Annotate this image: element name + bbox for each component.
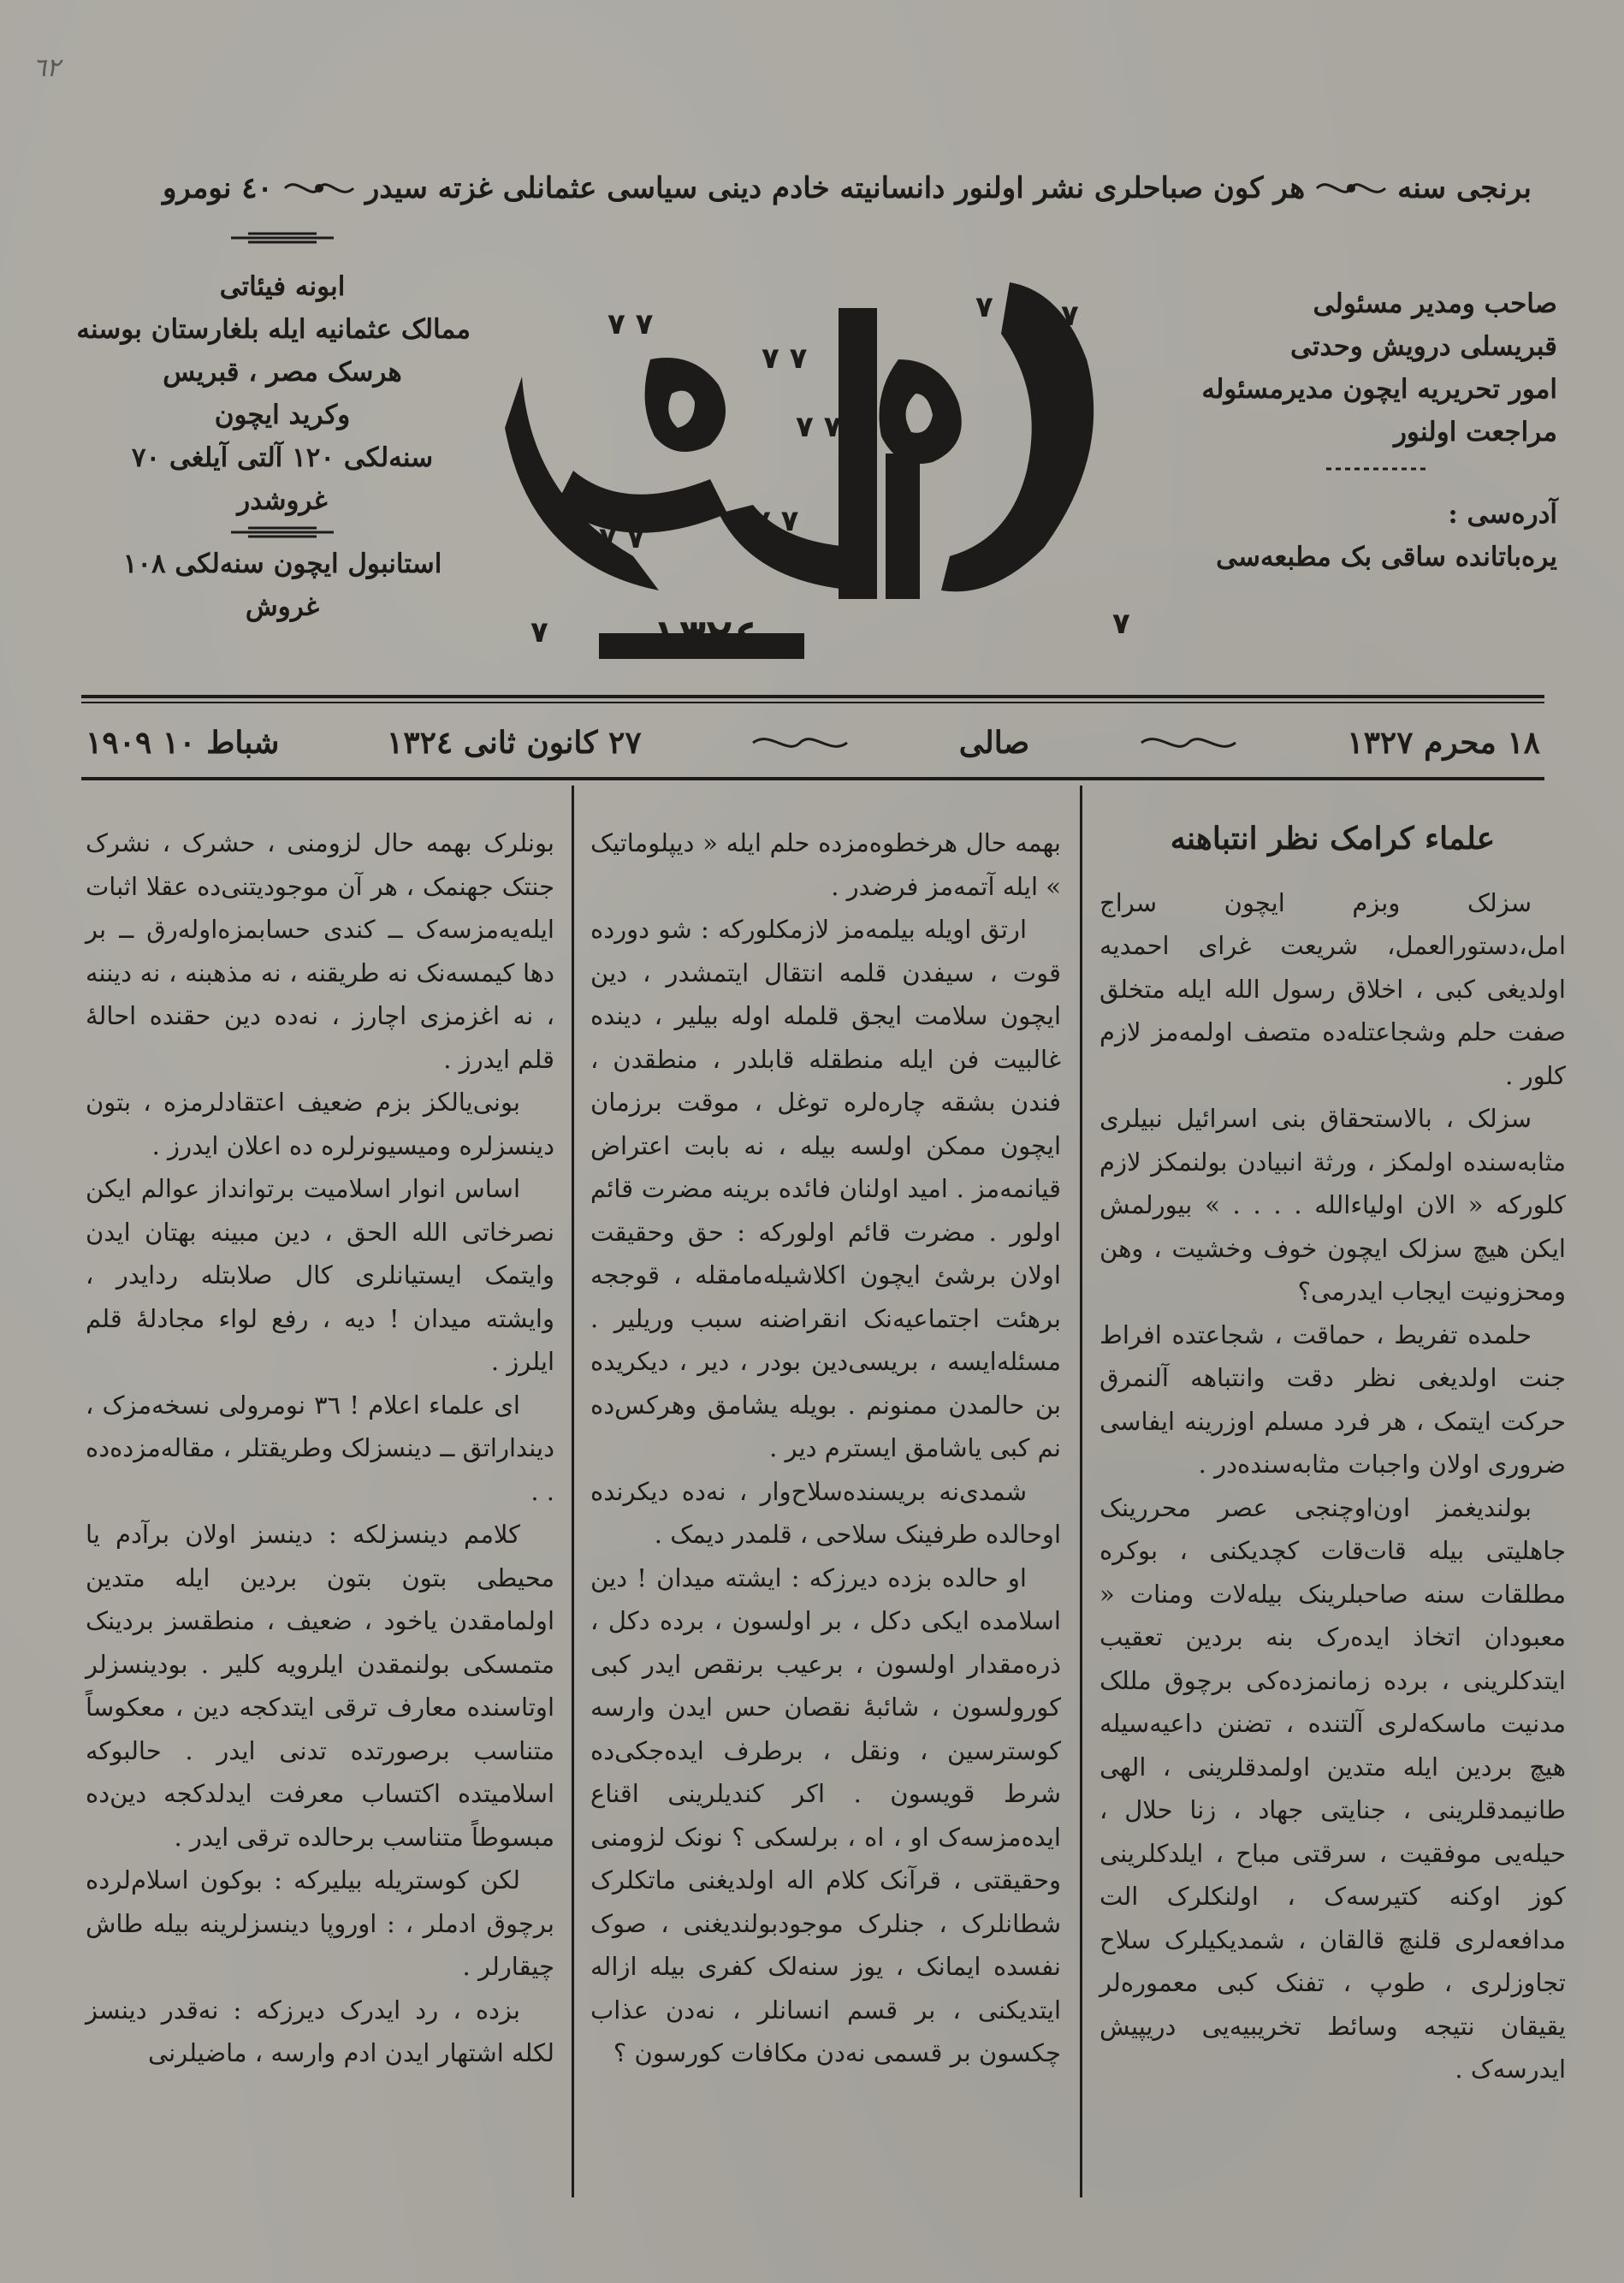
paragraph: بولندیغمز اون‌اوچنجی عصر محررینک جاهلیتی بیله قات‌قات کچدیکنی ، بوکره مطلقات سنه صاحبلرینک بیله‌لات ومنات « معبودان اتخاذ ایده‌رک بنه بردین تعقیب ایتدکلرینی ، برده زمانمزده‌کی برچوق مللک مدنیت ماسکه‌لری آلتنده ، تضنن داعیه‌سیله هیچ بردین ایله متدین اولمدقلرینی ، الهی طانیمدقلرینی ، جنایتی جهاد ، زنا حلال ، حیله‌یی موفقیت ، سرقتی مباح ، ایلدکلرینی کوز اوکنه کتیرسه‌ک ، اولنکلرک الت مدافعه‌لری قلنچ قالقان ، شمدیکیلرک سلاح تجاوزلری ، طوپ ، تفنک کبی معموره‌لر یقیقان نتیجه وسائط تخریبیه‌یی دریپیش ایدرسه‌ک . — [1099, 1492, 1566, 2084]
subscription-line: وکرید ایچون — [214, 400, 351, 430]
paragraph: لکن کوستریله بیلیرکه : بوکون اسلام‌لرده برچوق ادملر ، : اوروپا دینسزلرینه بیله طاش چیقارلر . — [86, 1865, 554, 1981]
article-heading: علماء کرامک نظر انتباهنه — [1170, 821, 1496, 857]
svg-text:٧ ٧: ٧ ٧ — [762, 341, 808, 376]
subscription-line: استانبول ایچون سنه‌لکی ١٠٨ — [122, 549, 442, 579]
paragraph: شمدی‌نه بریسنده‌سلاح‌وار ، نه‌ده دیکرنده اوحالده طرفینک سلاحی ، قلمدر دیمک . — [590, 1476, 1061, 1549]
article-column-left — [86, 821, 554, 2075]
paragraph: بونی‌یالکز بزم ضعیف اعتقادلرمزه ، بتون دینسزلره ومیسیونرلره ده اعلان ایدرز . — [86, 1088, 554, 1160]
divider — [81, 702, 1544, 703]
ornament-icon — [1137, 726, 1240, 760]
svg-text:٧ ٧: ٧ ٧ — [753, 504, 799, 538]
logo-year: ١٣٢٤ — [652, 608, 760, 667]
paragraph: سزلک وبزم ایچون سراج امل،دستورالعمل، شریعت غرای احمدیه اولدیغی کبی ، اخلاق رسول الله ایله متخلق صفت حلم وشجاعتله‌ده متصف اولمه‌مز لازم کلور . — [1099, 887, 1566, 1090]
ornament-icon — [231, 231, 334, 245]
subscription-line: غروش — [245, 591, 320, 622]
paragraph: حلمده تفریط ، حماقت ، شجاعتده افراط جنت اولدیغی نظر دقت وانتباهه آلنمرق حرکت ایتمک ، هر فرد مسلم اوزرینه ایفاسی ضروری اولان واجبات مثابه‌سنده‌در . — [1099, 1319, 1566, 1479]
svg-text:٧: ٧ — [530, 615, 548, 649]
address-label: آدره‌سی : — [1448, 499, 1557, 530]
subscription-line: غروشدر — [237, 485, 328, 516]
ornament-icon — [749, 726, 851, 760]
svg-text:٧ ٧ ٧: ٧ ٧ ٧ — [796, 410, 869, 444]
page-number-annotation: ٦٢ — [33, 53, 61, 83]
masthead-tagline: هر کون صباحلری نشر اولنور دانسانیته خادم دینی سیاسی عثمانلی غزته سیدر — [365, 171, 1306, 205]
paragraph: بهمه حال هرخطوه‌مزده حلم ایله « دیپلوماتیک » ایله آتمه‌مز فرضدر . — [590, 828, 1061, 901]
address-value: یره‌باتانده ساقی بک مطبعه‌سی — [1216, 542, 1557, 572]
date-hijri: ١٨ محرم ١٣٢٧ — [1347, 725, 1540, 761]
paragraph: کلامم دینسزلکه : دینسز اولان برآدم یا محیطی بتون بتون بردین ایله متدین اولمامقدن یاخود ، ضعیف ، منطقسز بردینک متمسکی بولنمقدن ایلرویه کلیر . بودینسزلر اوتاسنده معارف ترقی ایتدکجه دین ، معکوساً متناسب برصورتده تدنی ایدر . حالبوکه اسلامیتده اکتساب معرفت ایدلدکجه دین‌ده مبسوطاً متناسب برحالده ترقی ایدر . — [86, 1520, 554, 1852]
ornament-icon — [1326, 462, 1429, 476]
svg-text:٧: ٧ — [975, 290, 993, 324]
paragraph: سزلک ، بالاستحقاق بنی اسرائیل نبیلری مثابه‌سنده اولمکز ، ورثة انبیادن بولنمکز لازم کلورکه « الان اولیاءالله . . . . » بیورلمش ایکن هیچ سزلک ایچون خوف وخشیت ، وهن ومحزونیت ایجاب ایدرمی؟ — [1099, 1104, 1566, 1306]
ornament-icon — [281, 171, 358, 205]
svg-text:٧: ٧ — [1061, 299, 1079, 333]
owner-box — [1198, 282, 1557, 578]
paragraph: ای علماء اعلام ! ٣٦ نومرولی نسخه‌مزک ، دینداراتق ــ دینسزلک وطریقتلر ، مقاله‌مزده‌ده . . — [86, 1390, 554, 1506]
issue-number: ٤٠ نومرو — [163, 171, 273, 205]
paragraph: بونلرک بهمه حال لزومنی ، حشرک ، نشرک جنتک جهنمک ، هر آن موجودیتنی‌ده عقلا اثبات ایله‌یه‌مزسه‌ک ــ کندی حسابمزه‌اوله‌رق ــ بر دها کیمسه‌نک نه طریقنه ، نه مذهبنه ، نه دیننه ، نه اغزمزی اچارز ، نه‌ده دین حقنده احالهٔ قلم ایدرز . — [86, 828, 554, 1074]
owner-line: مراجعت اولنور — [1393, 417, 1557, 448]
subscription-line: ابونه فیئاتی — [219, 271, 346, 302]
svg-text:٧: ٧ — [1112, 607, 1130, 641]
masthead-top-line — [163, 163, 1532, 214]
date-weekday: صالی — [958, 725, 1030, 761]
column-divider — [572, 786, 574, 2197]
owner-line: امور تحریریه ایچون مدیرمسئوله — [1201, 374, 1557, 405]
paragraph: بزده ، رد ایدرک دیرزکه : نه‌قدر دینسز لکله اشتهار ایدن ادم وارسه ، ماضیلرنی — [86, 1995, 554, 2067]
subscription-box — [76, 265, 471, 628]
ornament-icon — [1313, 171, 1390, 205]
owner-line: قبریسلی درویش وحدتی — [1289, 331, 1557, 362]
owner-line: صاحب ومدیر مسئولی — [1313, 288, 1557, 319]
dateline — [86, 717, 1540, 768]
ornament-icon — [231, 525, 334, 539]
paragraph: او حالده بزده دیرزکه : ایشته میدان ! دین اسلامده ایکی دکل ، بر اولسون ، برده دکل ، ذره‌مقدار اولسون ، برعیب برنقص ایدر کبی کورولسون ، شائبهٔ نقصان حس ایدن وارسه کوسترسین ، ونقل ، برطرف ایده‌جکی‌ده شرط قویسون . اکر کندیلرینی اقناع ایده‌مزسه‌ک او ، اه ، برلسکی ؟ نونک لزومنی وحقیقتی ، قرآنک کلام اله اولدیغنی ماتکلرک شطانلرک ، جنلرک موجودبولندیغنی ، صوک نفسده ایمانک ، یوز سنه‌لک کفری بیله ازاله ایتدیکنی ، بر قسم انسانلر ، نه‌دن عذاب چکسون بر قسمی نه‌دن مکافات کورسون ؟ — [590, 1563, 1061, 2067]
svg-text:٧ ٧: ٧ ٧ — [599, 521, 645, 555]
logo-text: وولقان — [839, 674, 841, 675]
volume-year: برنجی سنه — [1397, 171, 1532, 205]
date-rumi: ٢٧ کانون ثانی ١٣٢٤ — [386, 725, 642, 761]
newspaper-logo — [496, 257, 1181, 676]
divider — [81, 777, 1544, 780]
column-divider — [1080, 786, 1082, 2197]
divider — [81, 695, 1544, 698]
svg-text:٧ ٧: ٧ ٧ — [608, 307, 654, 341]
article-column-middle — [590, 821, 1061, 2075]
subscription-line: هرسک مصر ، قبریس — [163, 357, 402, 388]
article-column-right — [1099, 817, 1566, 2091]
date-gregorian: شباط ١٠ ١٩٠٩ — [86, 725, 280, 761]
subscription-line: سنه‌لکی ١٢٠ آلتی آیلغی ٧٠ — [131, 442, 434, 473]
paragraph: ارتق اویله بیلمه‌مز لازمکلورکه : شو دورده قوت ، سیفدن قلمه انتقال ایتمشدر ، دین ایچون سلامت ایجق قلمله اوله بیلیر ، دینده غالبیت فن ایله منطقله قابلدر ، منطقدن ، فندن بشقه چاره‌لره توغل ، موقت برزمان ایچون ممکن اولسه بیله ، نه بابت اعتراض قیانمه‌مز . امید اولنان فائده برینه مضرت قائم اولور . مضرت قائم اولورکه : حق وحقیقت اولان برشئ ایچون اکلاشیله‌مامقله ، قوججه برهئت اجتماعیه‌نک انقراضنه سبب وریلیر . مسئله‌ایسه ، بریسی‌دین بودر ، دیر ، دیکریده بن حالمدن ممنونم . بویله یشامق وهرکس‌ده نم کبی یاشامق ایسترم دیر . — [590, 915, 1061, 1462]
paragraph: اساس انوار اسلامیت برتوانداز عوالم ایکن نصرخاتی الله الحق ، دین مبینه بهتان ایدن وایتمک ایستیانلری کال صلابتله ردایدر ، وایشته میدان ! دیه ، رفع لواء مجادله‌ٔ قلم ایلرز . — [86, 1174, 554, 1376]
subscription-line: ممالک عثمانیه ایله بلغارستان بوسنه — [76, 314, 471, 345]
